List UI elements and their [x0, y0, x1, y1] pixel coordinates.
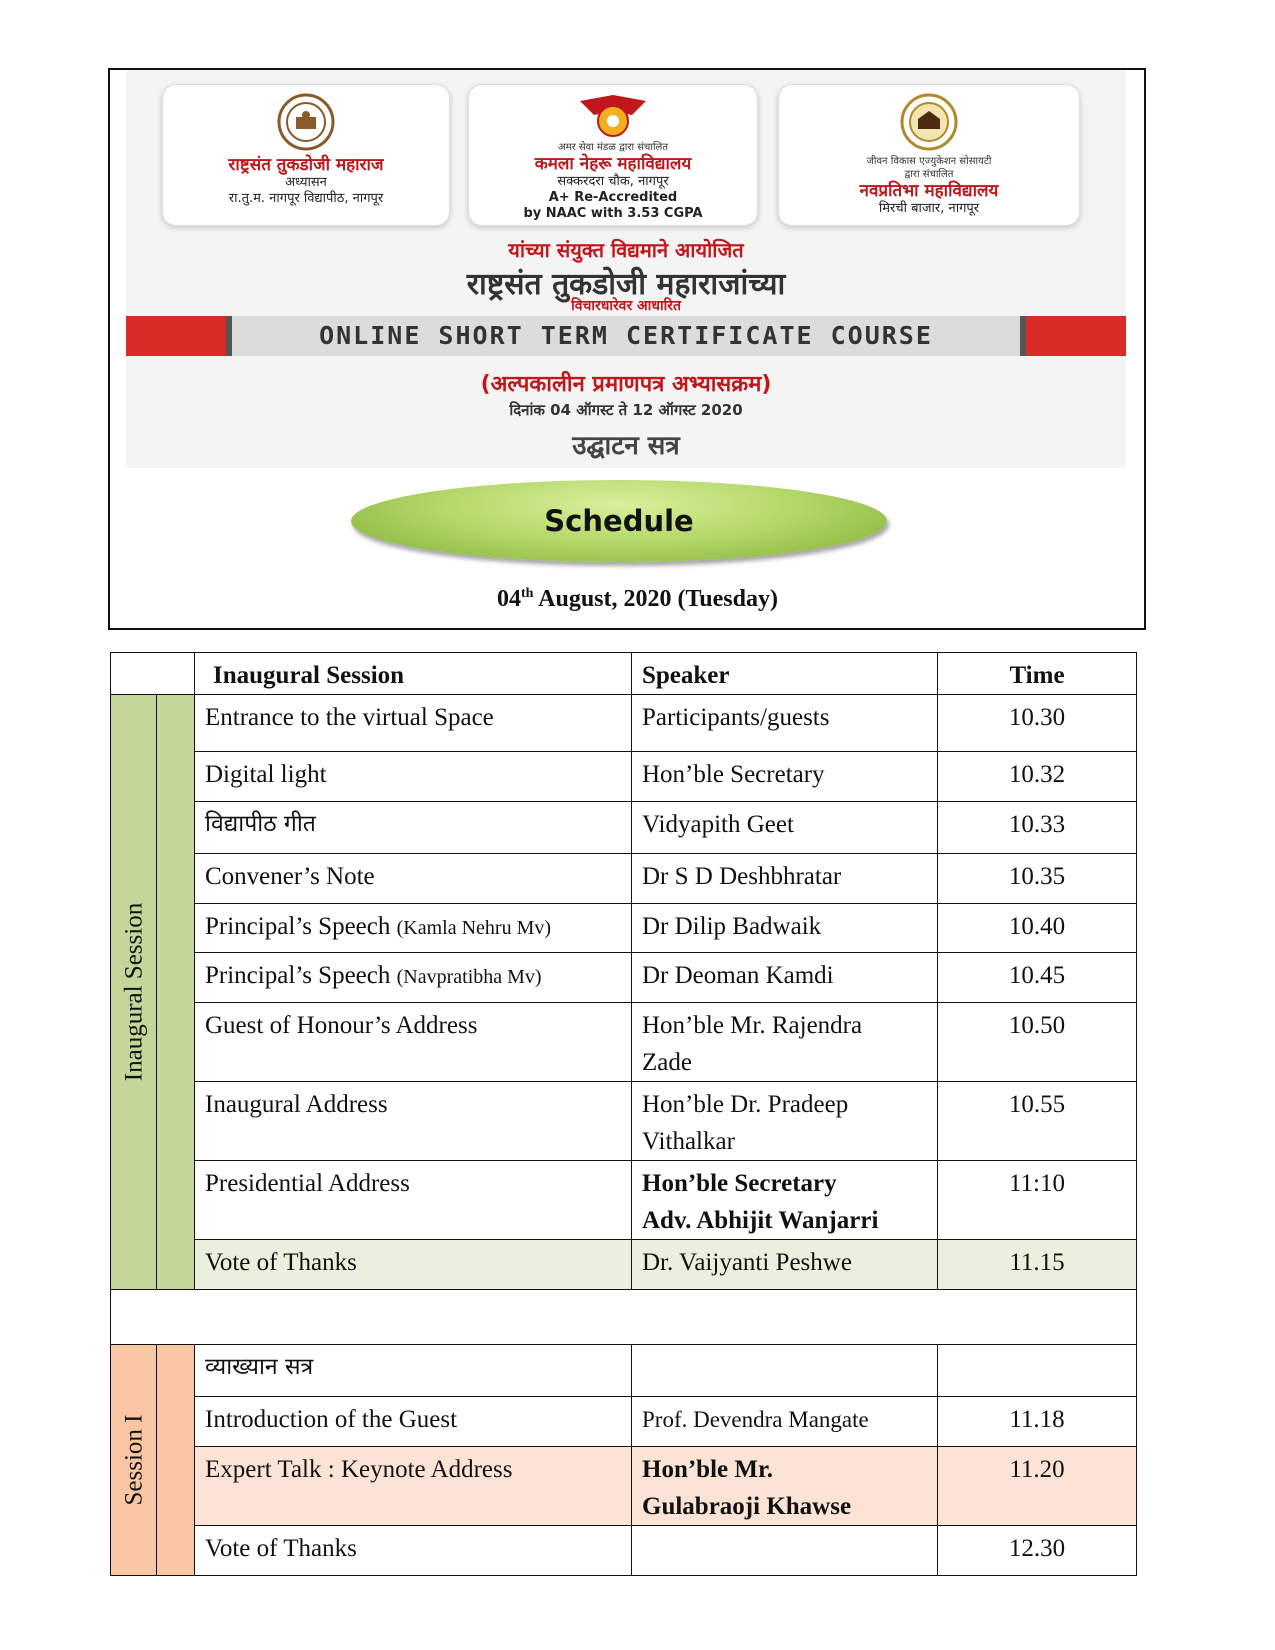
card3-line1: जीवन विकास एज्युकेशन सोसायटी: [866, 156, 992, 167]
row-time: 10.55: [938, 1082, 1137, 1161]
row-time: 10.30: [938, 695, 1137, 752]
event-date: [0, 586, 1275, 613]
card-tukdoji-chair: [162, 84, 450, 226]
row-item: Guest of Honour’s Address: [195, 1003, 632, 1082]
row-speaker: Participants/guests: [632, 695, 938, 752]
table-row: [111, 1526, 1137, 1576]
row-item: Convener’s Note: [195, 854, 632, 904]
table-row: [111, 1003, 1137, 1082]
speaker-line1: Hon’ble Mr. Rajendra: [642, 1012, 863, 1039]
schedule-table: [110, 652, 1137, 1576]
table-row: [111, 802, 1137, 854]
course-title-bar: ONLINE SHORT TERM CERTIFICATE COURSE: [226, 316, 1026, 356]
row-time: 10.32: [938, 752, 1137, 802]
row-time: 10.33: [938, 802, 1137, 854]
speaker-line1: Hon’ble Secretary: [642, 1170, 837, 1197]
navpratibha-emblem-icon: [779, 93, 1079, 151]
row-item: Expert Talk : Keynote Address: [195, 1447, 632, 1526]
table-row: [111, 1397, 1137, 1447]
inaugural-side-label: Inaugural Session: [111, 695, 157, 1290]
card1-line2: अध्यासन: [285, 175, 327, 190]
row-time: 10.45: [938, 953, 1137, 1003]
event-banner: [126, 70, 1126, 468]
session1-side-strip: [157, 1345, 195, 1576]
table-row: [111, 752, 1137, 802]
speaker-line2: Gulabraoji Khawse: [642, 1493, 852, 1520]
row-time: 11.20: [938, 1447, 1137, 1526]
row-item-text: Principal’s Speech: [205, 913, 391, 940]
spacer-cell: [111, 1290, 1137, 1345]
speaker-line1: Hon’ble Mr.: [642, 1456, 774, 1483]
speaker-line2: Vithalkar: [642, 1128, 735, 1155]
row-time: 10.50: [938, 1003, 1137, 1082]
row-time: 11.18: [938, 1397, 1137, 1447]
row-speaker: Dr Dilip Badwaik: [632, 904, 938, 953]
table-row: [111, 1345, 1137, 1397]
row-speaker: Dr Deoman Kamdi: [632, 953, 938, 1003]
table-row: [111, 1447, 1137, 1526]
header-time: Time: [938, 653, 1137, 695]
row-speaker: [632, 1526, 938, 1576]
table-spacer-row: [111, 1290, 1137, 1345]
row-item: [195, 953, 632, 1003]
date-day: 04: [497, 586, 522, 612]
speaker-line2: Adv. Abhijit Wanjarri: [642, 1207, 879, 1234]
table-row: [111, 854, 1137, 904]
row-item: [195, 904, 632, 953]
row-time: 11:10: [938, 1161, 1137, 1240]
card1-line1: राष्ट्रसंत तुकडोजी महाराज: [228, 155, 384, 175]
banner-organized-by: यांच्या संयुक्त विद्यमाने आयोजित: [508, 238, 744, 262]
table-row: [111, 1161, 1137, 1240]
card-navpratibha: [778, 84, 1080, 226]
speaker-line2: Zade: [642, 1049, 692, 1076]
table-row: [111, 904, 1137, 953]
chair-emblem-icon: [163, 93, 449, 151]
schedule-badge: Schedule: [351, 480, 887, 562]
row-speaker: Hon’ble Secretary: [632, 752, 938, 802]
card3-line2: द्वारा संचालित: [904, 169, 954, 180]
row-speaker: [632, 1447, 938, 1526]
header-speaker: Speaker: [632, 653, 938, 695]
row-time: 10.40: [938, 904, 1137, 953]
banner-red-stripe-left: [126, 316, 226, 356]
row-item: Presidential Address: [195, 1161, 632, 1240]
table-row: [111, 953, 1137, 1003]
row-item-text: Principal’s Speech: [205, 962, 391, 989]
date-rest: August, 2020 (Tuesday): [533, 586, 778, 612]
card-kamla-nehru: [468, 84, 758, 226]
card2-line2: कमला नेहरू महाविद्यालय: [534, 154, 692, 174]
row-speaker: [632, 1161, 938, 1240]
table-header-row: [111, 653, 1137, 695]
banner-inaugural-session: उद्घाटन सत्र: [572, 431, 680, 461]
row-speaker: Dr S D Deshbhratar: [632, 854, 938, 904]
banner-dates: दिनांक 04 ऑगस्ट ते 12 ऑगस्ट 2020: [509, 401, 743, 419]
table-row: [111, 1240, 1137, 1290]
card3-line4: मिरची बाजार, नागपूर: [878, 201, 980, 216]
row-item: विद्यापीठ गीत: [195, 802, 632, 854]
card2-line3: सक्करदरा चौक, नागपूर: [557, 174, 669, 189]
table-row: [111, 695, 1137, 752]
table-row: [111, 1082, 1137, 1161]
card2-line5: by NAAC with 3.53 CGPA: [523, 206, 703, 221]
row-item: Introduction of the Guest: [195, 1397, 632, 1447]
kamla-nehru-emblem-icon: [469, 93, 757, 139]
row-item: Entrance to the virtual Space: [195, 695, 632, 752]
header-session: Inaugural Session: [195, 653, 632, 695]
row-item: Vote of Thanks: [195, 1240, 632, 1290]
banner-red-stripe-right: [1026, 316, 1126, 356]
card1-line3: रा.तु.म. नागपूर विद्यापीठ, नागपूर: [228, 191, 384, 206]
card2-line4: A+ Re-Accredited: [548, 190, 678, 205]
row-speaker: [632, 1003, 938, 1082]
date-suffix: th: [521, 586, 534, 601]
row-speaker: Vidyapith Geet: [632, 802, 938, 854]
row-time: 11.15: [938, 1240, 1137, 1290]
banner-based-on: विचारधारेवर आधारित: [571, 298, 681, 314]
row-time: [938, 1345, 1137, 1397]
row-time: 10.35: [938, 854, 1137, 904]
row-speaker: Dr. Vaijyanti Peshwe: [632, 1240, 938, 1290]
row-item: Digital light: [195, 752, 632, 802]
banner-title-devanagari: राष्ट्रसंत तुकडोजी महाराजांच्या: [466, 267, 786, 302]
row-item-note: (Navpratibha Mv): [396, 966, 542, 988]
row-item: Inaugural Address: [195, 1082, 632, 1161]
inaugural-side-strip: [157, 695, 195, 1290]
speaker-line1: Hon’ble Dr. Pradeep: [642, 1091, 849, 1118]
session1-side-label: Session I: [111, 1345, 157, 1576]
header-blank-cell: [111, 653, 195, 695]
card3-line3: नवप्रतिभा महाविद्यालय: [859, 181, 999, 201]
row-item: व्याख्यान सत्र: [195, 1345, 632, 1397]
row-speaker: Prof. Devendra Mangate: [632, 1397, 938, 1447]
row-speaker: [632, 1345, 938, 1397]
row-item: Vote of Thanks: [195, 1526, 632, 1576]
row-time: 12.30: [938, 1526, 1137, 1576]
banner-course-devanagari: (अल्पकालीन प्रमाणपत्र अभ्यासक्रम): [480, 372, 772, 397]
row-speaker: [632, 1082, 938, 1161]
card2-line1: अमर सेवा मंडळ द्वारा संचालित: [557, 142, 669, 153]
row-item-note: (Kamla Nehru Mv): [396, 917, 552, 939]
